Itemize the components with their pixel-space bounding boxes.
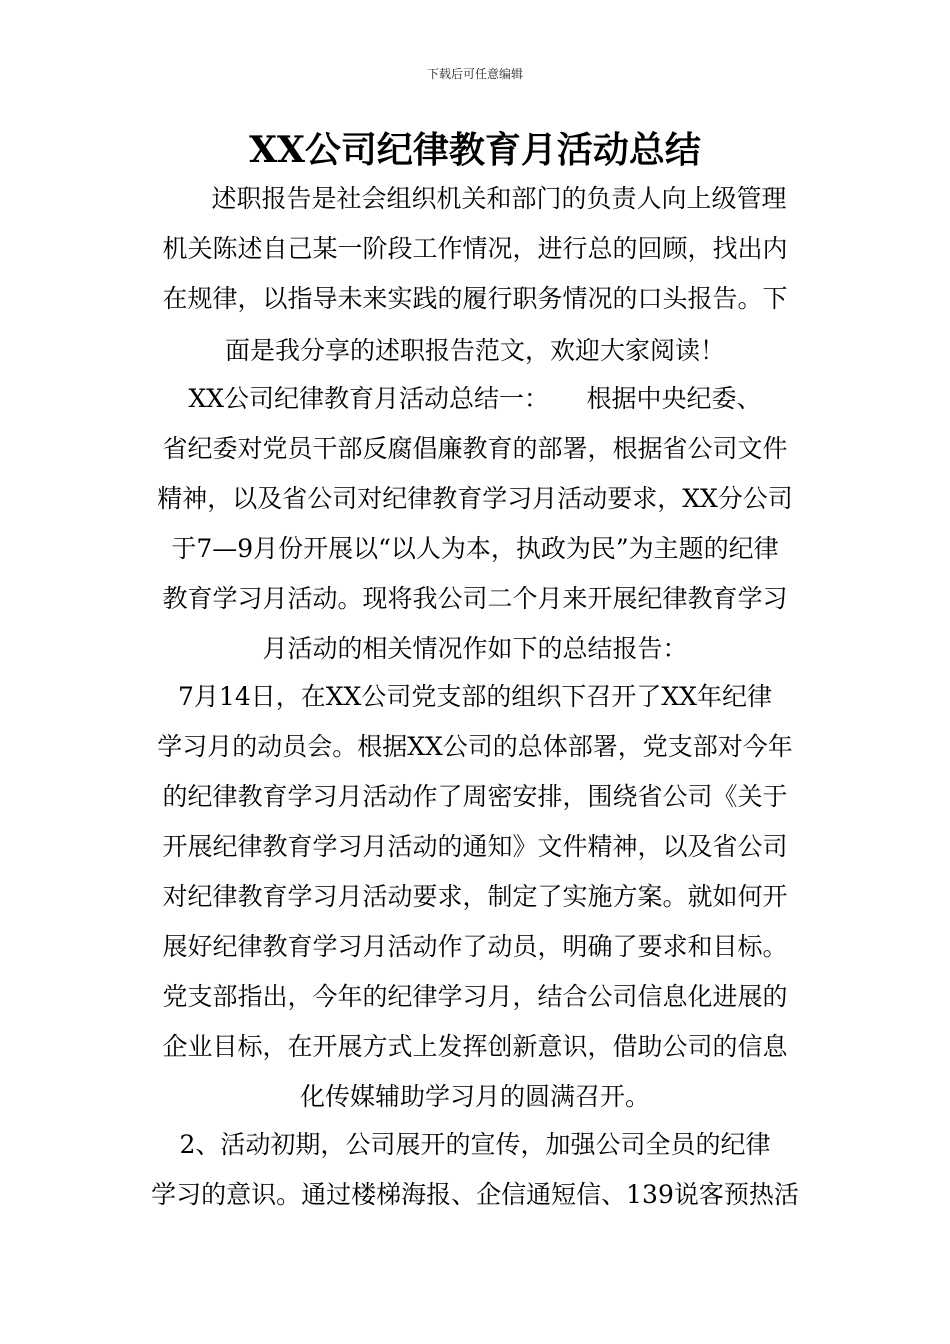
body-line: 党支部指出，今年的纪律学习月，结合公司信息化进展的	[162, 982, 788, 1011]
body-line: 的纪律教育学习月活动作了周密安排，围绕省公司《关于	[162, 782, 788, 811]
body-line: 省纪委对党员干部反腐倡廉教育的部署，根据省公司文件	[162, 434, 788, 463]
body-line: 述职报告是社会组织机关和部门的负责人向上级管理	[211, 184, 787, 213]
body-line: 学习的意识。通过楼梯海报、企信通短信、139说客预热活	[151, 1180, 799, 1209]
body-line: 开展纪律教育学习月活动的通知》文件精神，以及省公司	[162, 832, 788, 861]
body-line: 7月14日，在XX公司党支部的组织下召开了XX年纪律	[178, 682, 772, 711]
body-line: 企业目标，在开展方式上发挥创新意识，借助公司的信息	[162, 1032, 788, 1061]
body-line: XX公司纪律教育月活动总结一： 根据中央纪委、	[188, 384, 762, 413]
body-line: 展好纪律教育学习月活动作了动员，明确了要求和目标。	[162, 932, 788, 961]
body-line: 精神，以及省公司对纪律教育学习月活动要求，XX分公司	[157, 484, 793, 513]
body-line: 于7—9月份开展以“以人为本，执政为民”为主题的纪律	[171, 534, 779, 563]
body-line: 学习月的动员会。根据XX公司的总体部署，党支部对今年	[157, 732, 793, 761]
header-note: 下载后可任意编辑	[426, 67, 523, 81]
body-line: 教育学习月活动。现将我公司二个月来开展纪律教育学习	[162, 584, 788, 613]
document-title: XX公司纪律教育月活动总结	[249, 129, 701, 171]
body-line: 化传媒辅助学习月的圆满召开。	[299, 1082, 650, 1111]
body-line: 月活动的相关情况作如下的总结报告：	[262, 634, 688, 663]
body-line: 在规律，以指导未来实践的履行职务情况的口头报告。下	[162, 284, 788, 313]
body-line: 机关陈述自己某一阶段工作情况，进行总的回顾，找出内	[162, 234, 788, 263]
body-line: 对纪律教育学习月活动要求，制定了实施方案。就如何开	[162, 882, 788, 911]
body-line: 2、活动初期，公司展开的宣传，加强公司全员的纪律	[179, 1130, 771, 1159]
body-line: 面是我分享的述职报告范文，欢迎大家阅读！	[224, 336, 725, 365]
